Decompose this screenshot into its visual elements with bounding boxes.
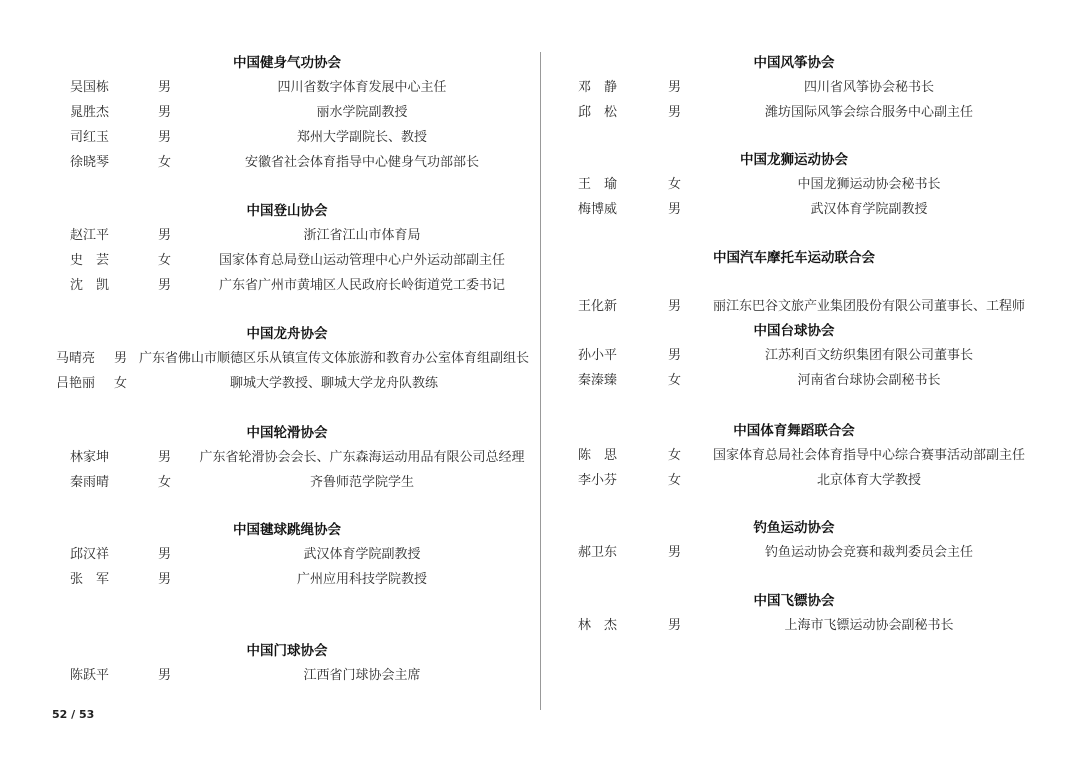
person-name: 徐晓琴	[70, 155, 110, 170]
person-name: 秦雨晴	[70, 475, 110, 490]
person-name: 陈 思	[578, 448, 618, 463]
person-gender: 女	[668, 448, 682, 463]
person-gender: 男	[114, 351, 128, 366]
page-number: 52 / 53	[52, 708, 95, 721]
person-title: 浙江省江山市体育局	[303, 228, 421, 243]
person-name: 孙小平	[578, 348, 618, 363]
person-gender: 男	[158, 450, 172, 465]
person-title: 四川省数字体育发展中心主任	[277, 80, 447, 95]
person-name: 史 芸	[70, 253, 110, 268]
section-heading: 中国飞镖协会	[753, 593, 835, 609]
section-heading: 中国风筝协会	[753, 55, 835, 71]
person-title: 国家体育总局社会体育指导中心综合赛事活动部副主任	[712, 448, 1026, 463]
person-name: 李小芬	[578, 473, 618, 488]
section-heading: 中国健身气功协会	[233, 55, 341, 71]
person-name: 赵江平	[70, 228, 110, 243]
person-name: 梅博威	[578, 202, 618, 217]
person-gender: 女	[668, 473, 682, 488]
person-gender: 男	[158, 668, 172, 683]
person-title: 江苏利百文纺织集团有限公司董事长	[764, 348, 974, 363]
person-title: 郑州大学副院长、教授	[296, 130, 428, 145]
person-name: 林家坤	[70, 450, 110, 465]
person-title: 上海市飞镖运动协会副秘书长	[784, 618, 954, 633]
section-heading: 中国毽球跳绳协会	[233, 522, 341, 538]
person-name: 秦溱臻	[578, 373, 618, 388]
person-gender: 男	[158, 105, 172, 120]
section-heading: 钓鱼运动协会	[753, 520, 835, 536]
person-title: 齐鲁师范学院学生	[309, 475, 415, 490]
person-name: 郝卫东	[578, 545, 618, 560]
person-title: 江西省门球协会主席	[303, 668, 421, 683]
person-gender: 男	[668, 618, 682, 633]
person-name: 晁胜杰	[70, 105, 110, 120]
person-gender: 男	[158, 80, 172, 95]
person-title: 丽江东巴谷文旅产业集团股份有限公司董事长、工程师	[712, 299, 1026, 314]
person-gender: 男	[158, 228, 172, 243]
person-name: 吕艳丽	[56, 376, 96, 391]
person-gender: 男	[158, 547, 172, 562]
person-title: 四川省风筝协会秘书长	[803, 80, 935, 95]
person-gender: 男	[158, 572, 172, 587]
person-gender: 男	[158, 278, 172, 293]
person-title: 丽水学院副教授	[316, 105, 408, 120]
person-name: 邱 松	[578, 105, 618, 120]
person-title: 广东省轮滑协会会长、广东森海运动用品有限公司总经理	[199, 450, 525, 465]
section-heading: 中国龙狮运动协会	[740, 152, 848, 168]
person-name: 王化新	[578, 299, 618, 314]
person-gender: 男	[668, 545, 682, 560]
section-heading: 中国登山协会	[246, 203, 328, 219]
person-title: 广州应用科技学院教授	[296, 572, 428, 587]
person-gender: 女	[158, 475, 172, 490]
column-divider	[540, 52, 541, 710]
person-name: 马晴亮	[56, 351, 96, 366]
person-title: 广东省佛山市顺德区乐从镇宣传文体旅游和教育办公室体育组副组长	[138, 351, 530, 366]
section-heading: 中国轮滑协会	[246, 425, 328, 441]
person-title: 国家体育总局登山运动管理中心户外运动部副主任	[218, 253, 506, 268]
person-title: 广东省广州市黄埔区人民政府长岭街道党工委书记	[218, 278, 506, 293]
person-gender: 女	[158, 253, 172, 268]
person-name: 林 杰	[578, 618, 618, 633]
person-gender: 男	[668, 105, 682, 120]
person-title: 武汉体育学院副教授	[303, 547, 421, 562]
section-heading: 中国体育舞蹈联合会	[733, 423, 855, 439]
person-name: 陈跃平	[70, 668, 110, 683]
person-gender: 男	[668, 299, 682, 314]
person-title: 北京体育大学教授	[816, 473, 922, 488]
person-gender: 女	[158, 155, 172, 170]
person-title: 安徽省社会体育指导中心健身气功部部长	[244, 155, 480, 170]
person-name: 邱汉祥	[70, 547, 110, 562]
person-gender: 女	[668, 177, 682, 192]
section-heading: 中国龙舟协会	[246, 326, 328, 342]
section-heading: 中国汽车摩托车运动联合会	[713, 250, 875, 266]
person-name: 吴国栋	[70, 80, 110, 95]
section-heading: 中国台球协会	[753, 323, 835, 339]
person-gender: 男	[668, 202, 682, 217]
person-title: 潍坊国际风筝会综合服务中心副主任	[764, 105, 974, 120]
section-heading: 中国门球协会	[246, 643, 328, 659]
person-gender: 女	[668, 373, 682, 388]
person-title: 武汉体育学院副教授	[810, 202, 928, 217]
person-title: 河南省台球协会副秘书长	[797, 373, 941, 388]
person-name: 张 军	[70, 572, 110, 587]
person-gender: 男	[668, 80, 682, 95]
person-title: 聊城大学教授、聊城大学龙舟队教练	[229, 376, 439, 391]
person-name: 王 瑜	[578, 177, 618, 192]
person-title: 中国龙狮运动协会秘书长	[797, 177, 941, 192]
person-gender: 男	[668, 348, 682, 363]
person-gender: 男	[158, 130, 172, 145]
person-name: 邓 静	[578, 80, 618, 95]
person-title: 钓鱼运动协会竞赛和裁判委员会主任	[764, 545, 974, 560]
person-name: 沈 凯	[70, 278, 110, 293]
person-name: 司红玉	[70, 130, 110, 145]
person-gender: 女	[114, 376, 128, 391]
